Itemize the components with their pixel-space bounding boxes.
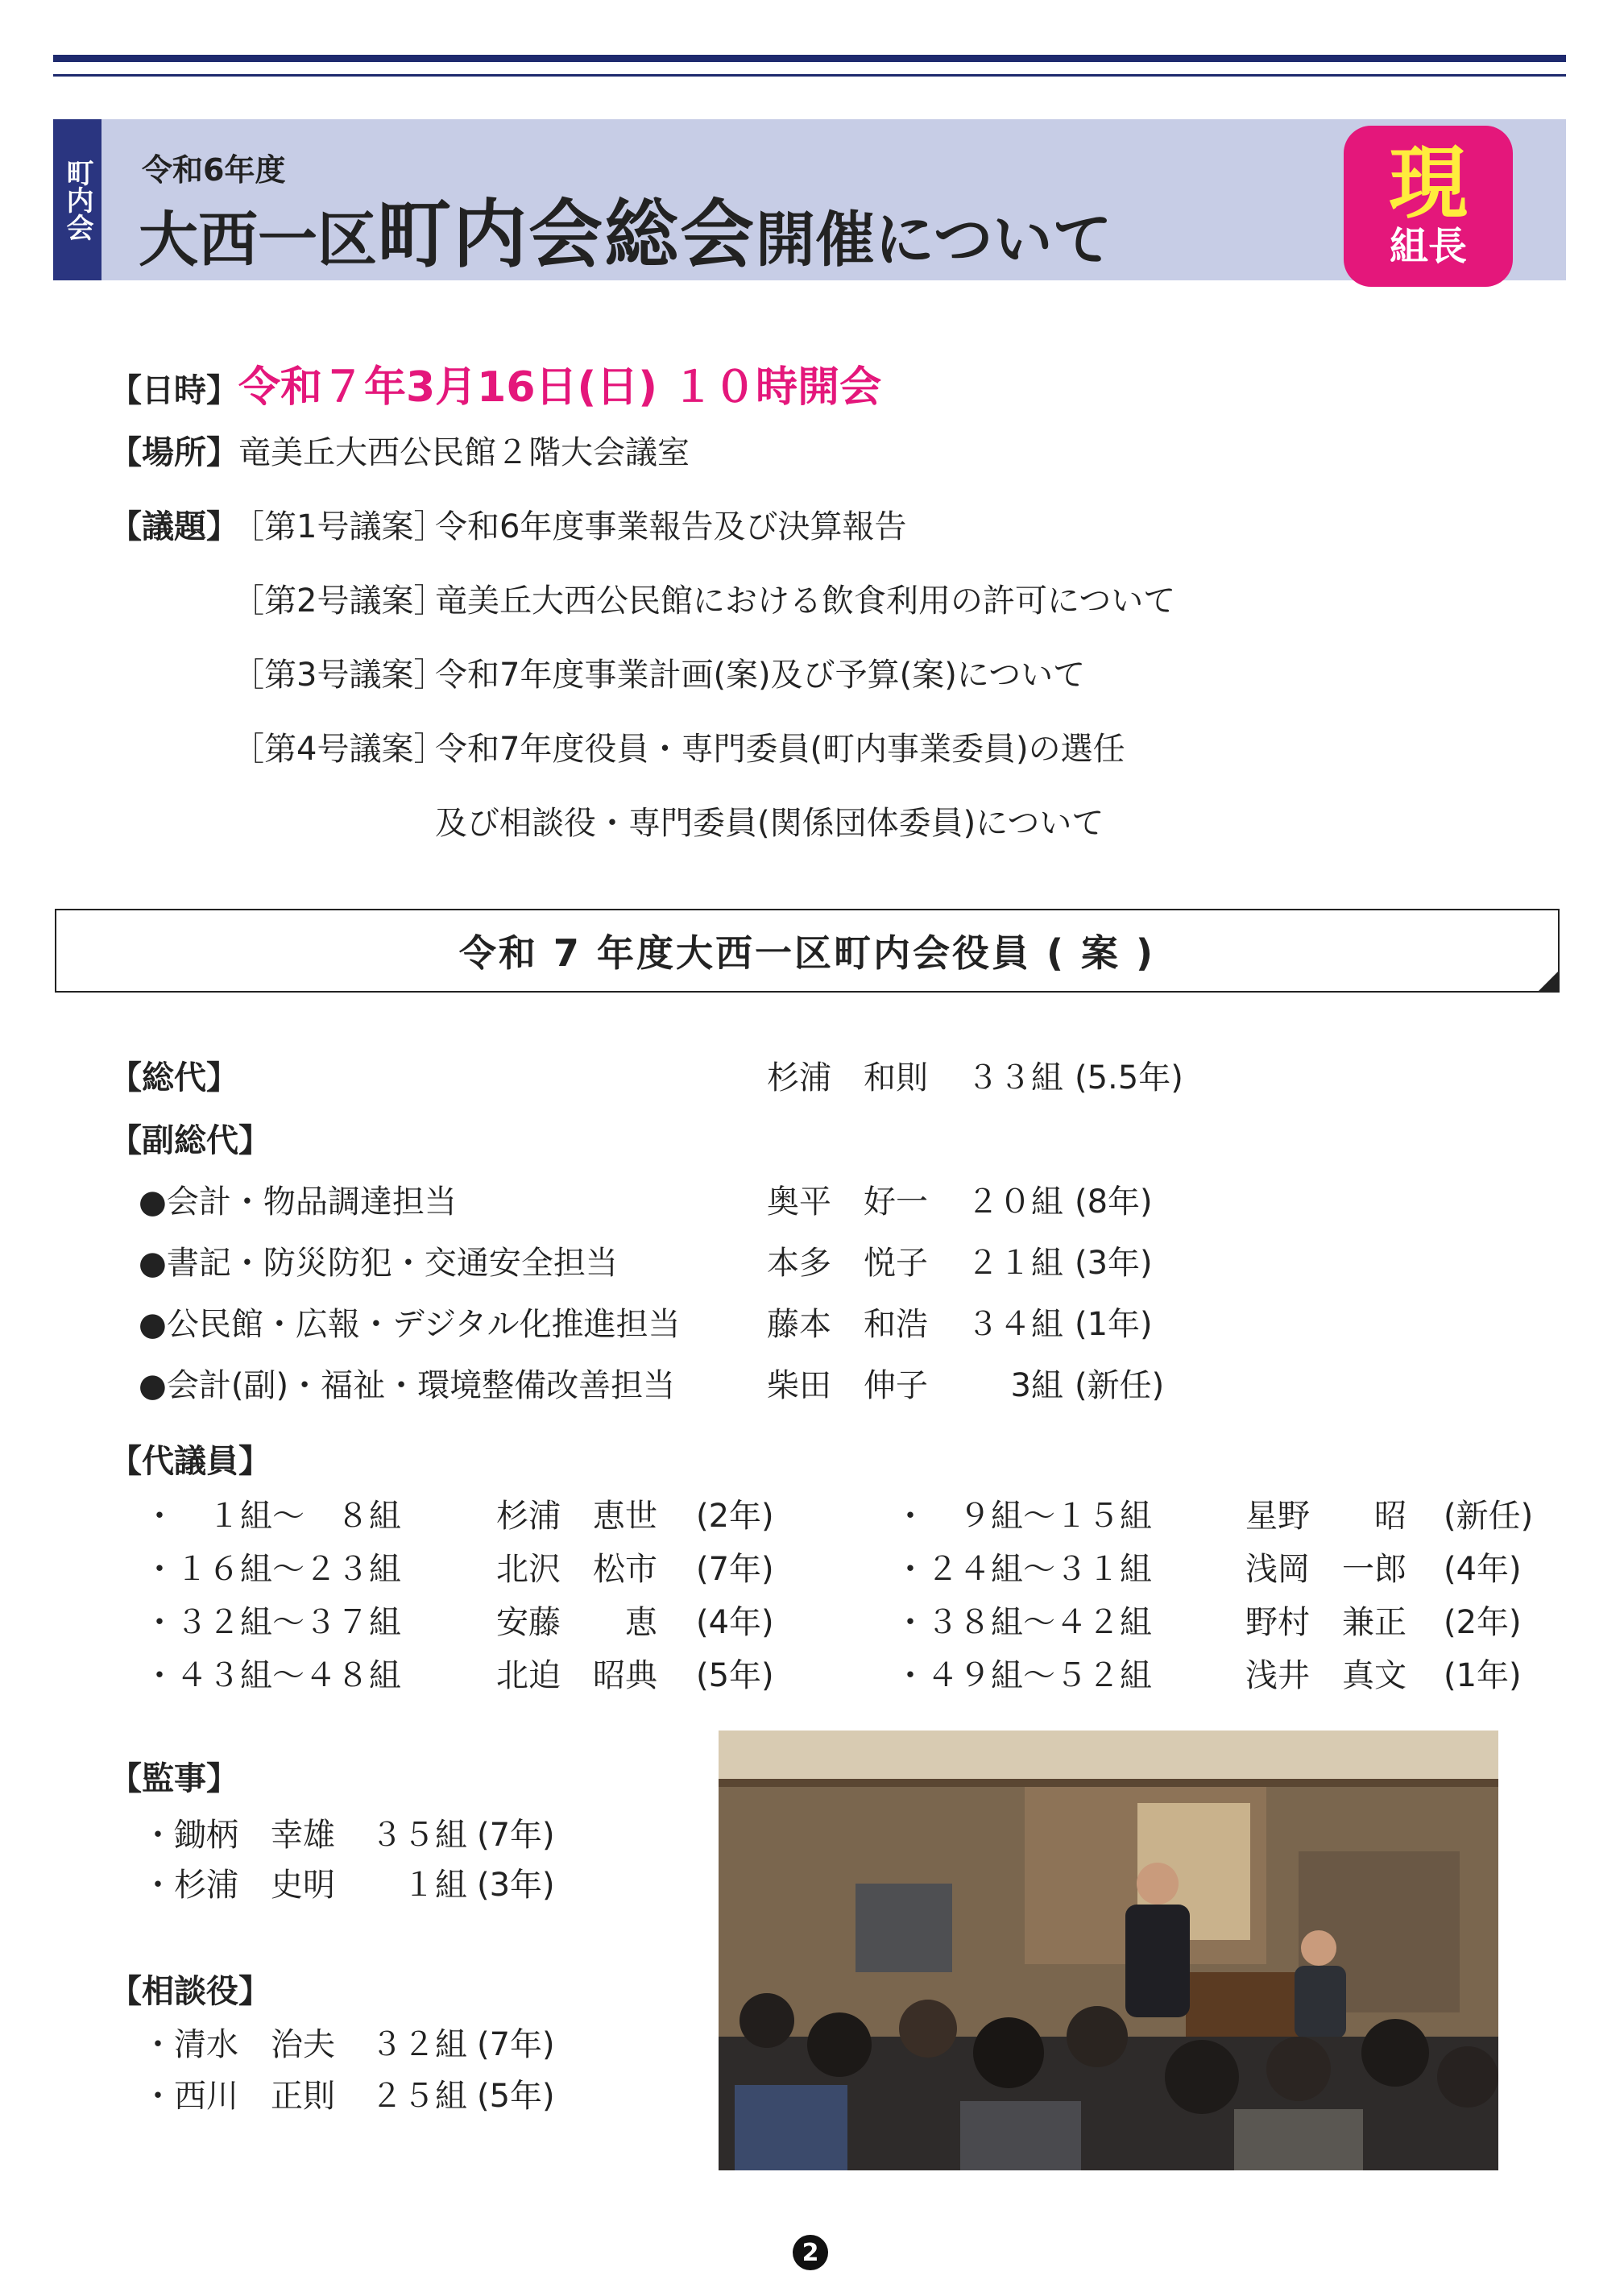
agenda-item: [232, 723, 445, 769]
title-part-1: 大西一区: [139, 205, 377, 275]
date-label: 【日時】: [110, 372, 238, 409]
daigi-range: ・３８組～４２組: [894, 1604, 1152, 1641]
kanji-group: ３５組: [371, 1817, 467, 1854]
officer-group: 3組: [1010, 1367, 1063, 1404]
daigi-name: 星野 昭: [1245, 1498, 1406, 1535]
officer-name: 奥平 好一: [767, 1183, 928, 1221]
agenda-text: 令和7年度役員・専門委員(町内事業委員)の選任: [435, 731, 1125, 768]
agenda-no: ［第2号議案］: [232, 582, 446, 620]
kanji-label: 【監事】: [110, 1760, 238, 1797]
daigi-name: 浅井 真文: [1245, 1657, 1406, 1694]
daigi-name: 浅岡 一郎: [1245, 1551, 1406, 1588]
sodai-label: 【総代】: [110, 1059, 238, 1096]
daigi-term: (1年): [1444, 1657, 1522, 1694]
header-rule-thick: [53, 55, 1566, 62]
sodan-group: ３２組: [371, 2026, 467, 2063]
title-part-3: 開催について: [756, 205, 1112, 275]
officer-term: (1年): [1075, 1306, 1153, 1343]
daigi-range: ・２４組～３１組: [894, 1551, 1152, 1588]
daigi-term: (新任): [1444, 1498, 1534, 1535]
officer-group: ３３組: [967, 1059, 1063, 1096]
header-rule-thin: [53, 74, 1566, 77]
fuku-label: 【副総代】: [110, 1122, 271, 1159]
kanji-name: ・杉浦 史明: [142, 1867, 335, 1904]
agenda-no: ［第3号議案］: [232, 657, 446, 694]
officer-name: 杉浦 和則: [767, 1059, 928, 1096]
daigi-name: 北迫 昭典: [496, 1657, 657, 1694]
daigi-name: 杉浦 恵世: [496, 1498, 657, 1535]
daigi-name: 北沢 松市: [496, 1551, 657, 1588]
daigi-term: (4年): [696, 1604, 774, 1641]
agenda-text: 竜美丘大西公民館における飲食利用の許可について: [435, 582, 1176, 620]
meeting-photo: [719, 1731, 1498, 2170]
officer-term: (3年): [1075, 1245, 1153, 1282]
date-row: [110, 353, 881, 413]
officer-name: 本多 悦子: [767, 1245, 928, 1282]
kanji-name: ・鋤柄 幸雄: [142, 1817, 335, 1854]
sodan-label: 【相談役】: [110, 1973, 271, 2010]
daigi-range: ・３２組～３７組: [143, 1604, 401, 1641]
kanji-term: (7年): [477, 1817, 555, 1854]
sodan-name: ・西川 正則: [142, 2078, 335, 2115]
officer-name: 柴田 伸子: [767, 1367, 928, 1404]
agenda-item: [232, 649, 445, 695]
agenda-no: ［第4号議案］: [232, 731, 446, 768]
fuku-role: ●書記・防災防犯・交通安全担当: [139, 1245, 618, 1282]
badge-sub: 組長: [1389, 224, 1467, 269]
kanji-group: １組: [403, 1867, 467, 1904]
sodan-term: (5年): [477, 2078, 555, 2115]
officers-heading: [55, 909, 1560, 993]
daigi-term: (4年): [1444, 1551, 1522, 1588]
officer-term: (8年): [1075, 1183, 1153, 1221]
officer-term: (新任): [1075, 1367, 1165, 1404]
banner-tab-label: 町内会: [61, 159, 93, 241]
place-value: 竜美丘大西公民館２階大会議室: [238, 434, 690, 471]
officer-group: ３４組: [967, 1306, 1063, 1343]
place-row: [110, 427, 690, 473]
fuku-role: ●会計(副)・福祉・環境整備改善担当: [139, 1367, 676, 1404]
officer-name: 藤本 和浩: [767, 1306, 928, 1343]
daigi-range: ・４３組～４８組: [143, 1657, 401, 1694]
sodan-name: ・清水 治夫: [142, 2026, 335, 2063]
officer-group: ２１組: [967, 1245, 1063, 1282]
agenda-item: [232, 575, 445, 621]
fuku-role: ●会計・物品調達担当: [139, 1183, 457, 1221]
place-label: 【場所】: [110, 434, 238, 471]
daigi-range: ・１６組～２３組: [143, 1551, 401, 1588]
agenda-text: 令和7年度事業計画(案)及び予算(案)について: [435, 657, 1086, 694]
page-number: 2: [793, 2235, 828, 2270]
banner-subtitle: 令和6年度: [142, 152, 286, 188]
daigi-term: (2年): [1444, 1604, 1522, 1641]
page-title: [139, 176, 1112, 282]
sodan-term: (7年): [477, 2026, 555, 2063]
daigi-range: ・ １組～ ８組: [143, 1498, 401, 1535]
agenda-item: [232, 501, 445, 547]
officer-term: (5.5年): [1075, 1059, 1183, 1096]
daigi-range: ・ ９組～１５組: [894, 1498, 1152, 1535]
agenda-text: 令和6年度事業報告及び決算報告: [435, 508, 907, 545]
date-value: 令和７年3月16日(日) １０時開会: [238, 363, 882, 412]
officer-group: ２０組: [967, 1183, 1063, 1221]
meeting-photo-illustration: [719, 1731, 1498, 2170]
banner-tab: [53, 119, 102, 280]
title-part-2: 町内会総会: [377, 192, 756, 278]
daigi-term: (2年): [696, 1498, 774, 1535]
daigi-name: 野村 兼正: [1245, 1604, 1406, 1641]
daigi-term: (5年): [696, 1657, 774, 1694]
sodan-group: ２５組: [371, 2078, 467, 2115]
officers-heading-text: 令和 7 年度大西一区町内会役員 ( 案 ): [458, 931, 1156, 975]
daigi-term: (7年): [696, 1551, 774, 1588]
recipient-badge: [1344, 126, 1513, 287]
fuku-role: ●公民館・広報・デジタル化推進担当: [139, 1306, 681, 1343]
daigi-range: ・４９組～５２組: [894, 1657, 1152, 1694]
agenda-no: ［第1号議案］: [232, 508, 446, 545]
agenda-label: 【議題】: [110, 508, 238, 545]
agenda-text-continued: 及び相談役・専門委員(関係団体委員)について: [435, 805, 1104, 842]
daigi-label: 【代議員】: [110, 1443, 271, 1480]
daigi-name: 安藤 恵: [496, 1604, 657, 1641]
heading-corner-mark: [1537, 970, 1560, 993]
badge-main: 現: [1388, 138, 1468, 230]
kanji-term: (3年): [477, 1867, 555, 1904]
